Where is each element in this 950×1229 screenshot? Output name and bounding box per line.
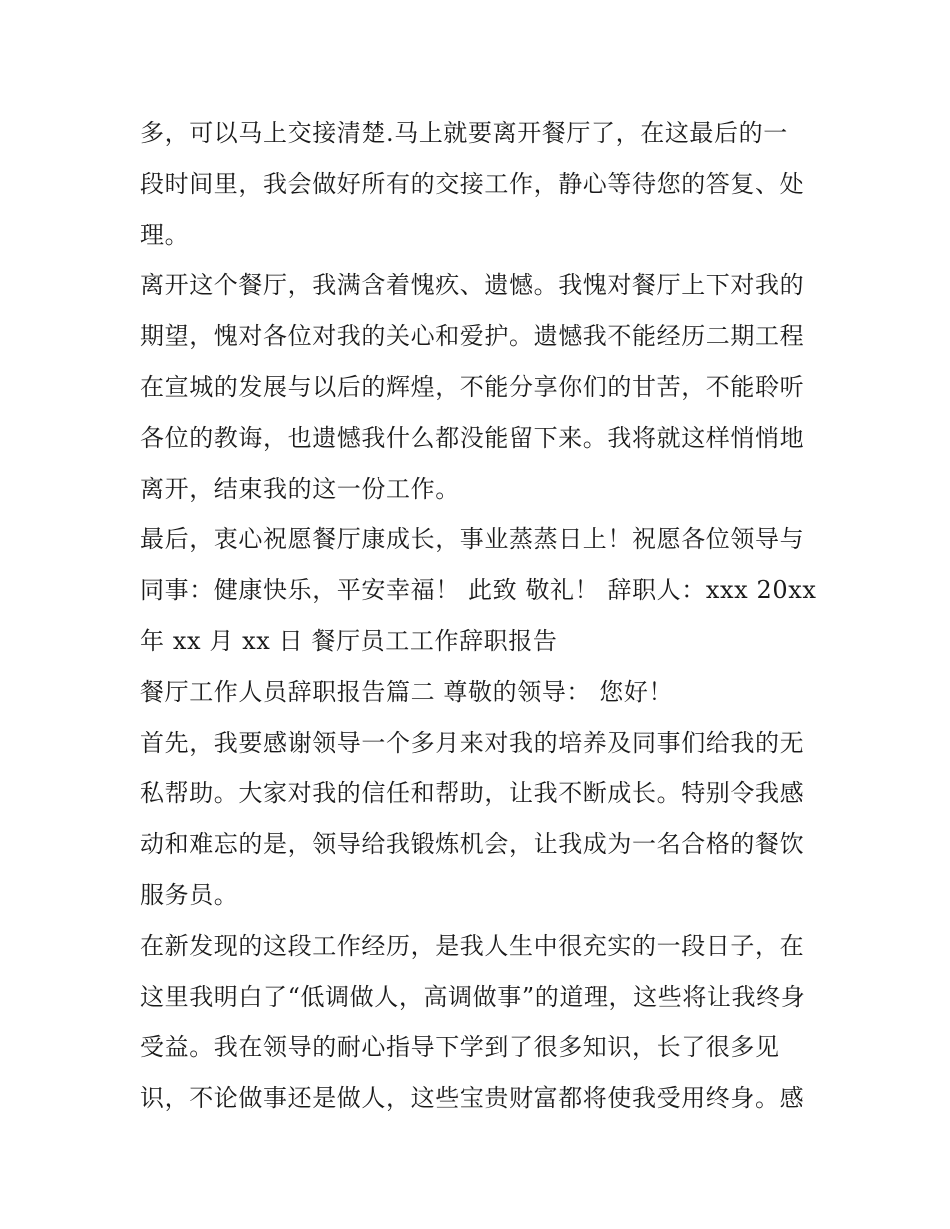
text-line: 在新发现的这段工作经历，是我人生中很充实的一段日子，在 bbox=[140, 931, 805, 960]
text-line: 首先，我要感谢领导一个多月来对我的培养及同事们给我的无 bbox=[140, 728, 805, 757]
text-line: 餐厅工作人员辞职报告篇二 尊敬的领导： 您好！ bbox=[140, 677, 674, 706]
text-line: 同事：健康快乐，平安幸福！ 此致 敬礼！ 辞职人：xxx 20xx bbox=[140, 576, 817, 605]
text-line: 理。 bbox=[140, 220, 190, 249]
document-body bbox=[140, 108, 820, 1124]
text-line: 在宣城的发展与以后的辉煌，不能分享你们的甘苦，不能聆听 bbox=[140, 372, 805, 401]
text-line: 离开，结束我的这一份工作。 bbox=[140, 474, 460, 503]
text-line: 这里我明白了“低调做人，高调做事”的道理，这些将让我终身 bbox=[140, 982, 806, 1011]
text-line: 段时间里，我会做好所有的交接工作，静心等待您的答复、处 bbox=[140, 169, 805, 198]
text-line: 离开这个餐厅，我满含着愧疚、遗憾。我愧对餐厅上下对我的 bbox=[140, 271, 805, 300]
text-line: 年 xx 月 xx 日 餐厅员工工作辞职报告 bbox=[140, 626, 558, 655]
text-line: 多，可以马上交接清楚.马上就要离开餐厅了，在这最后的一 bbox=[140, 119, 788, 147]
text-line: 服务员。 bbox=[140, 880, 239, 909]
text-line: 最后，衷心祝愿餐厅康成长，事业蒸蒸日上！祝愿各位领导与 bbox=[140, 525, 805, 554]
text-line: 受益。我在领导的耐心指导下学到了很多知识，长了很多见 bbox=[140, 1033, 780, 1062]
text-line: 识，不论做事还是做人，这些宝贵财富都将使我受用终身。感 bbox=[140, 1084, 805, 1113]
text-line: 动和难忘的是，领导给我锻炼机会，让我成为一名合格的餐饮 bbox=[140, 830, 805, 859]
text-line: 各位的教诲，也遗憾我什么都没能留下来。我将就这样悄悄地 bbox=[140, 423, 805, 452]
text-line: 期望，愧对各位对我的关心和爱护。遗憾我不能经历二期工程 bbox=[140, 322, 805, 351]
text-line: 私帮助。大家对我的信任和帮助，让我不断成长。特别令我感 bbox=[140, 779, 805, 808]
